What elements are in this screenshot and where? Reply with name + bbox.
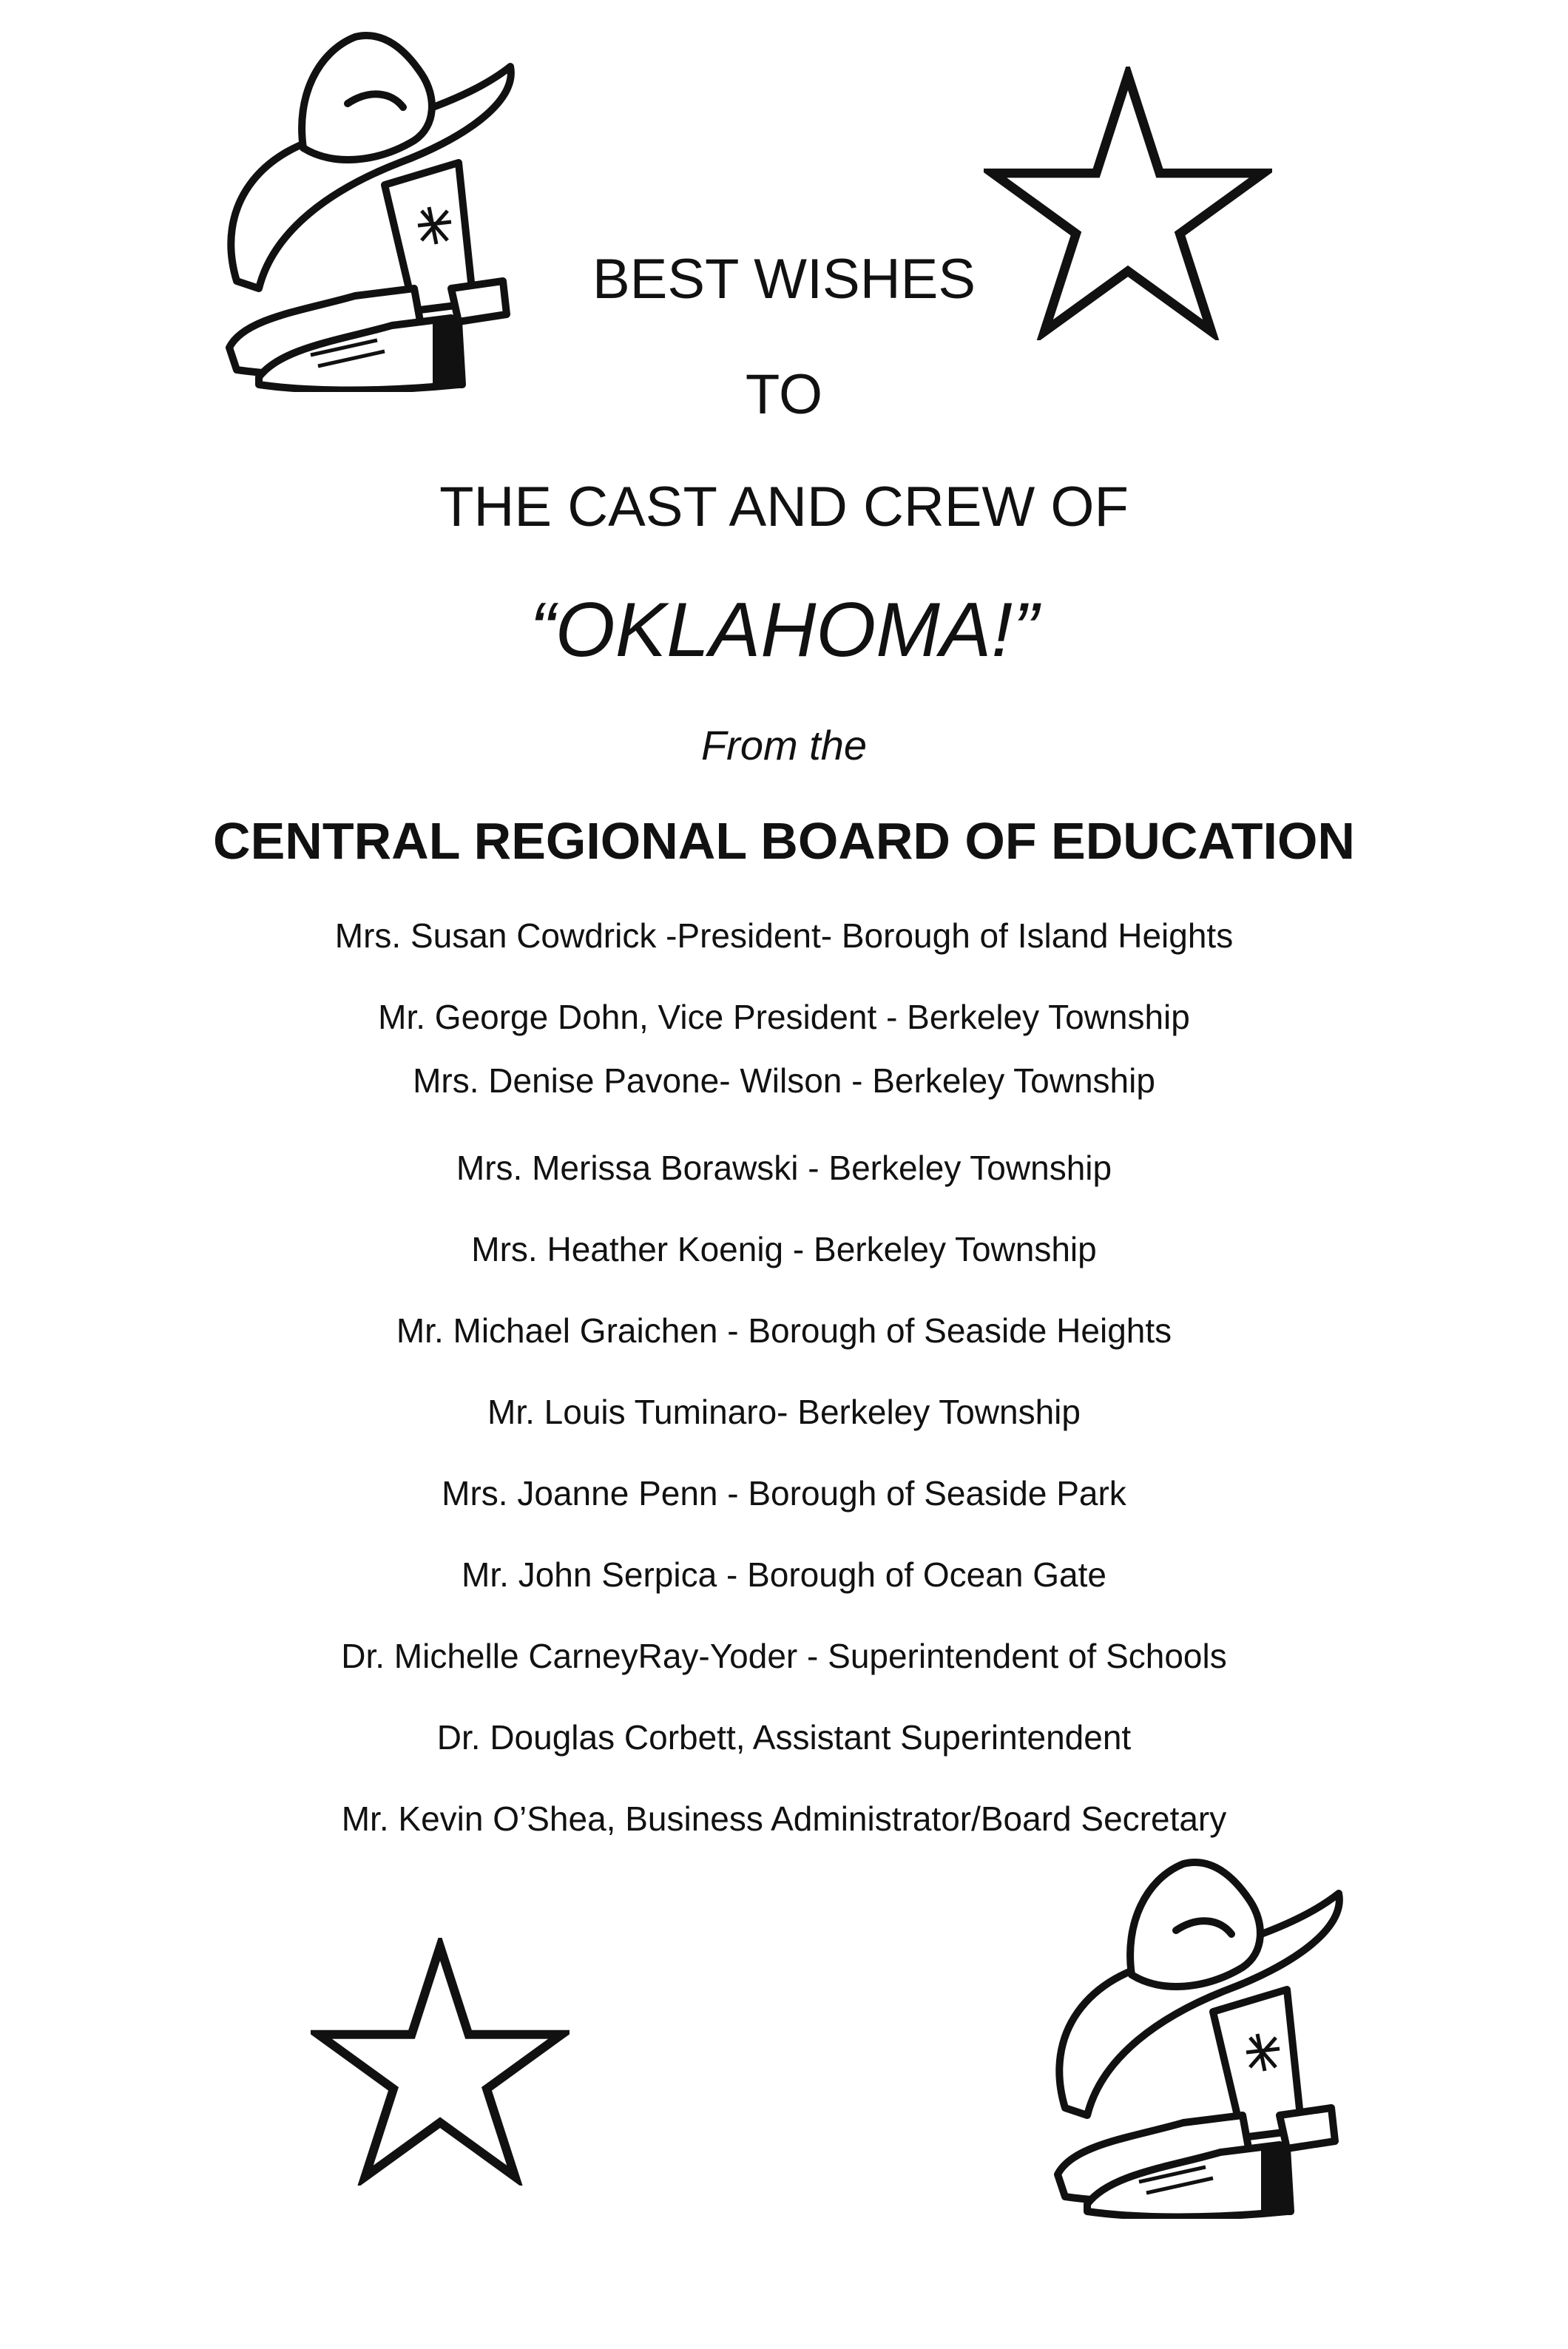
- member-line: Mr. Michael Graichen - Borough of Seaside Heights: [396, 1311, 1172, 1350]
- member-line: Mrs. Joanne Penn - Borough of Seaside Park: [442, 1474, 1126, 1513]
- member-line: Dr. Douglas Corbett, Assistant Superintendent: [436, 1718, 1132, 1757]
- show-title: “OKLAHOMA!”: [530, 587, 1038, 673]
- member-line: Mr. George Dohn, Vice President - Berkeley Township: [378, 998, 1190, 1036]
- greeting-line-best-wishes: BEST WISHES: [592, 248, 976, 311]
- member-line: Mr. Louis Tuminaro- Berkeley Township: [487, 1393, 1081, 1431]
- cowboy-hat-boots-icon: [1043, 1849, 1354, 2219]
- member-line: Mrs. Susan Cowdrick -President- Borough of Island Heights: [334, 916, 1234, 955]
- greeting-line-cast-crew: THE CAST AND CREW OF: [439, 476, 1129, 538]
- greeting-line-to: TO: [745, 363, 823, 426]
- member-line: Dr. Michelle CarneyRay-Yoder - Superintendent of Schools: [341, 1637, 1227, 1675]
- member-line: Mrs. Merissa Borawski - Berkeley Township: [456, 1149, 1112, 1187]
- member-line: Mr. John Serpica - Borough of Ocean Gate: [462, 1555, 1106, 1594]
- member-line: Mrs. Denise Pavone- Wilson - Berkeley Township: [413, 1061, 1155, 1100]
- member-line: Mrs. Heather Koenig - Berkeley Township: [471, 1230, 1097, 1268]
- star-icon: [311, 1938, 570, 2186]
- cowboy-hat-boots-icon: [214, 22, 525, 392]
- from-text: From the: [700, 722, 868, 768]
- member-line: Mr. Kevin O’Shea, Business Administrator/Board Secretary: [341, 1799, 1227, 1838]
- organization-name: CENTRAL REGIONAL BOARD OF EDUCATION: [213, 812, 1355, 870]
